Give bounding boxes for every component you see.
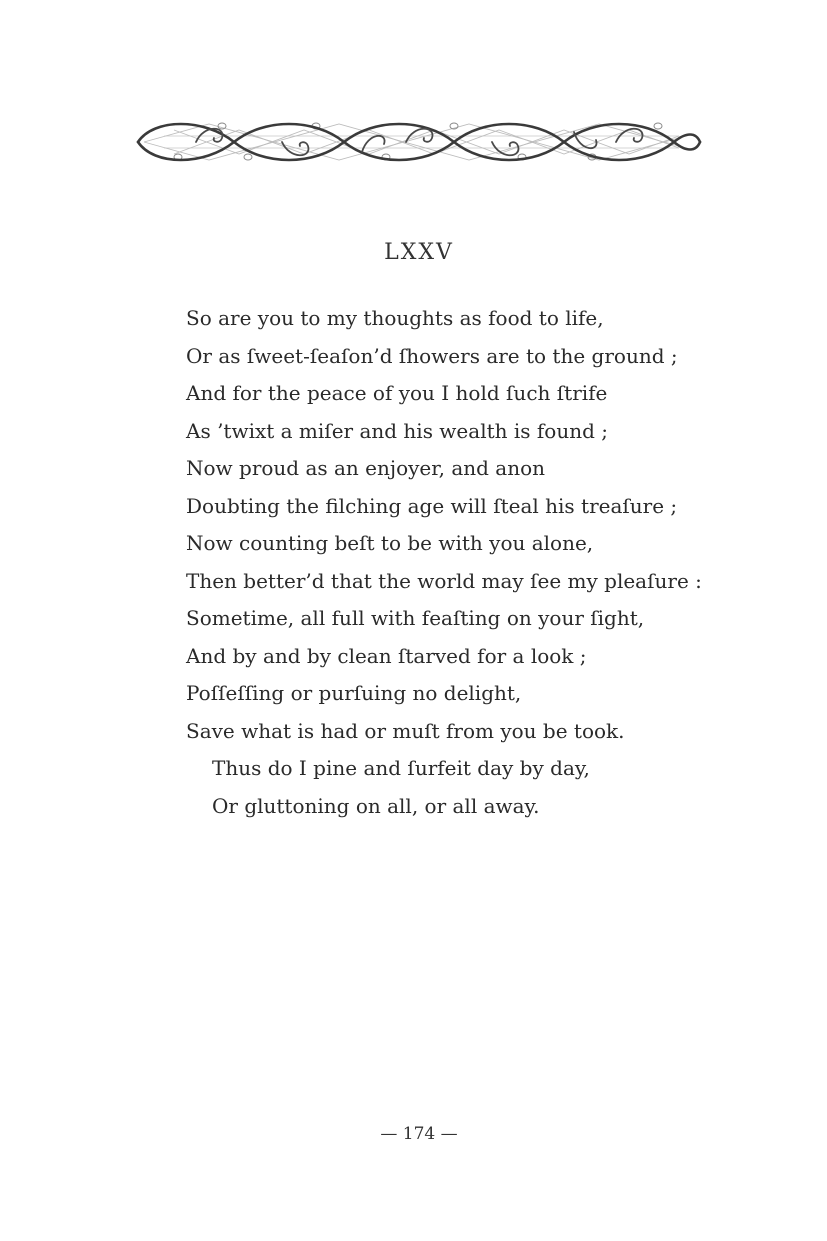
decorative-ornament-band — [134, 112, 704, 170]
poem-line: Now proud as an enjoyer, and anon — [186, 456, 546, 480]
poem-line: Sometime, all full with feaſting on your ſight, — [186, 606, 645, 630]
sonnet-body — [186, 300, 786, 825]
poem-line: Poſſeſſing or purſuing no delight, — [186, 681, 522, 705]
poem-line: Then better’d that the world may ſee my pleaſure : — [186, 568, 702, 593]
page-number: — 174 — — [380, 1124, 458, 1144]
sonnet-number-heading: LXXV — [384, 240, 454, 265]
poem-line: Or as ſweet-ſeaſon’d ſhowers are to the ground ; — [186, 343, 678, 368]
couplet-line: Thus do I pine and ſurfeit day by day, — [212, 756, 590, 780]
couplet-line: Or gluttoning on all, or all away. — [212, 793, 540, 818]
poem-line: So are you to my thoughts as food to life, — [186, 306, 604, 330]
poem-line: And by and by clean ſtarved for a look ; — [186, 643, 587, 668]
poem-line: And for the peace of you I hold ſuch ſtrife — [186, 381, 608, 405]
poem-line: Save what is had or muſt from you be took. — [186, 718, 625, 743]
poem-line: As ’twixt a miſer and his wealth is found ; — [186, 418, 608, 443]
poem-line: Doubting the filching age will ſteal his treaſure ; — [186, 493, 678, 518]
poem-line: Now counting beſt to be with you alone, — [186, 531, 594, 555]
